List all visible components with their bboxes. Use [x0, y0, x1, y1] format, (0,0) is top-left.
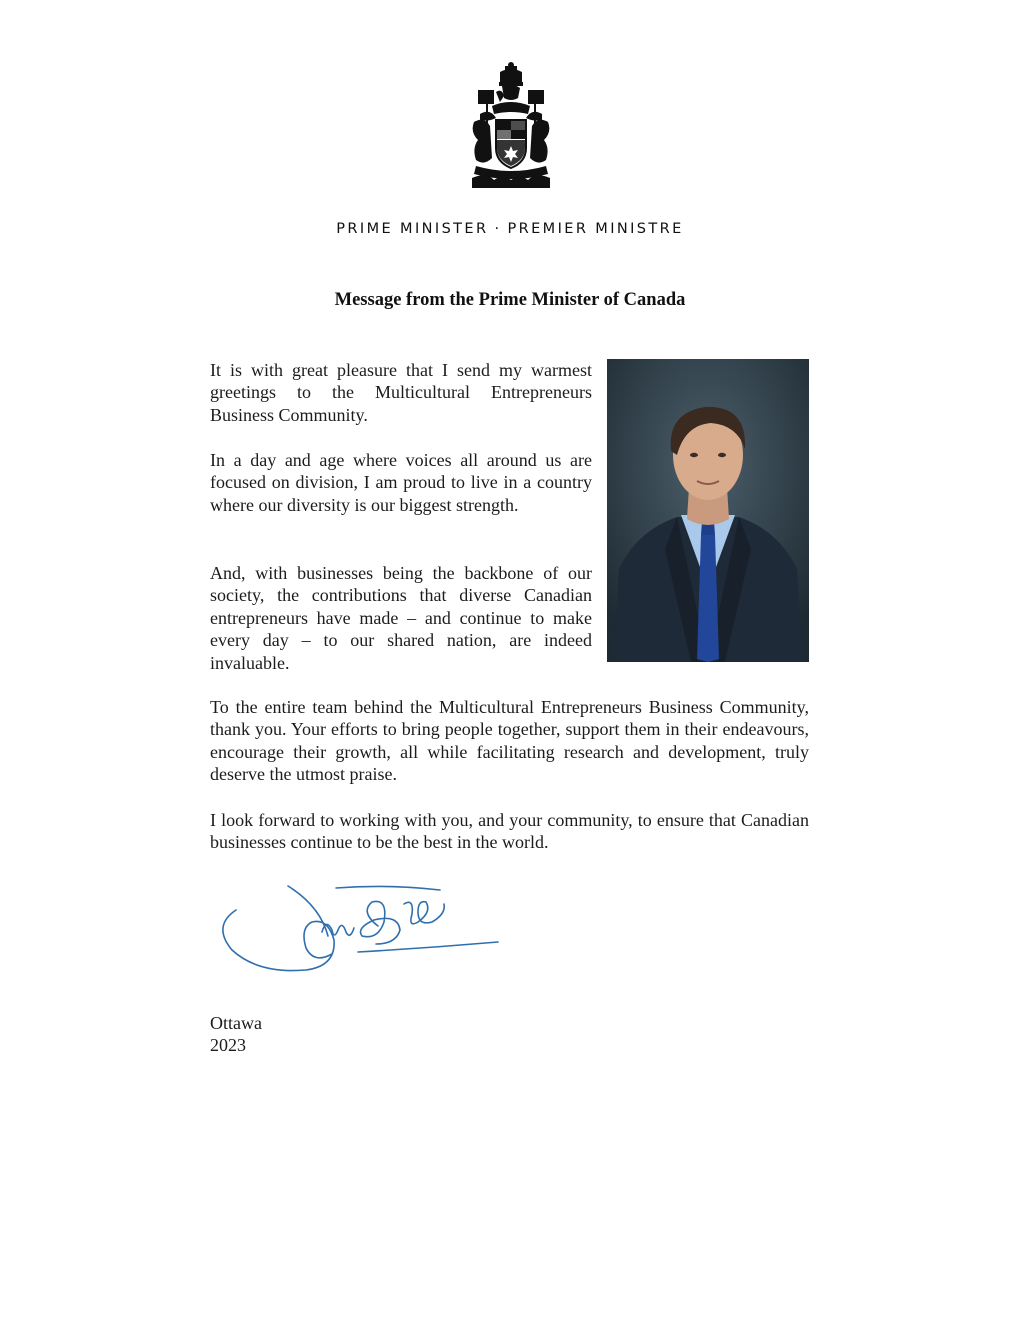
closing-year: 2023 — [210, 1035, 246, 1056]
office-letterhead — [0, 221, 1020, 237]
handwritten-signature — [218, 878, 508, 978]
message-paragraph: I look forward to working with you, and your community, to ensure that Canadian businesses continue to be the best in the world. — [210, 810, 809, 853]
office-title-english: PRIME MINISTER — [336, 221, 489, 237]
message-paragraph: It is with great pleasure that I send my warmest greetings to the Multicultural Entrepreneurs Business Community. — [210, 360, 592, 425]
office-title-french: PREMIER MINISTRE — [507, 221, 684, 237]
prime-minister-portrait — [607, 359, 809, 662]
message-paragraph: And, with businesses being the backbone of our society, the contributions that diverse Canadian entrepreneurs have made – and continue to make every day – to our shared nation, are indeed invaluable. — [210, 563, 592, 673]
message-paragraph: To the entire team behind the Multicultural Entrepreneurs Business Community, thank you. Your efforts to bring people together, support them in their endeavours, encourage their growth, all while facilitating research and development, truly deserve the utmost praise. — [210, 697, 809, 785]
message-paragraph: In a day and age where voices all around us are focused on division, I am proud to live in a country where our diversity is our biggest strength. — [210, 450, 592, 515]
closing-block — [210, 1012, 262, 1057]
coat-of-arms-icon — [466, 62, 556, 192]
office-title-separator: · — [494, 221, 502, 237]
closing-place: Ottawa — [210, 1013, 262, 1033]
message-title: Message from the Prime Minister of Canada — [334, 290, 686, 310]
